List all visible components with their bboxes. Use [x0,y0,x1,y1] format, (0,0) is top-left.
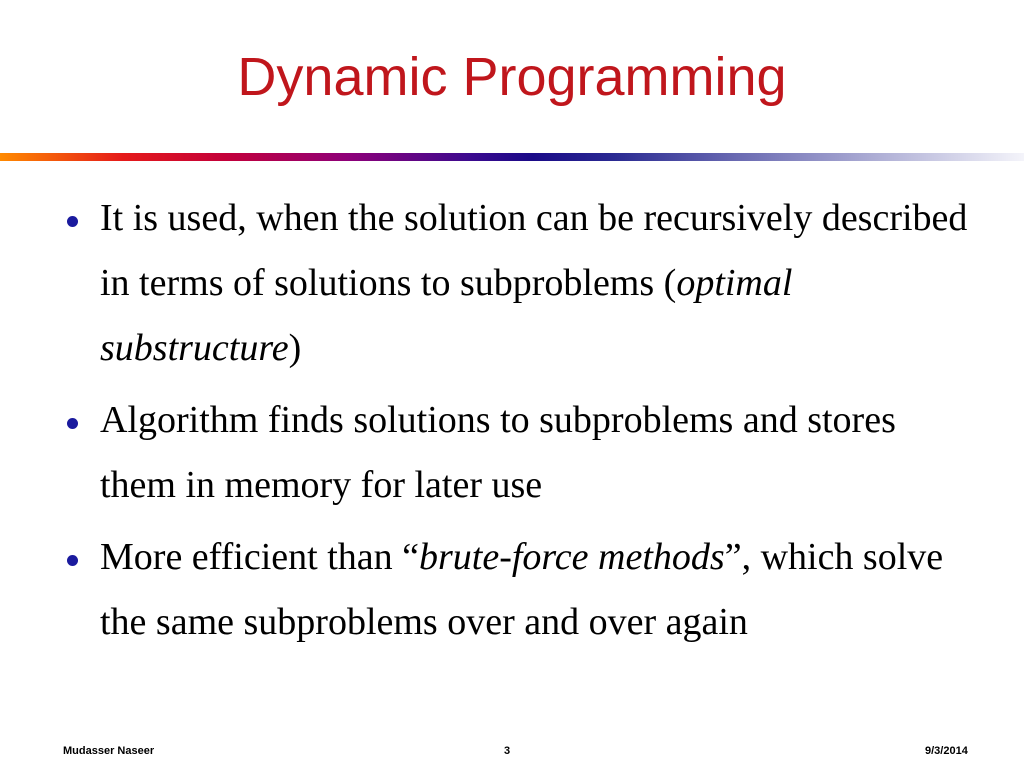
bullet-dot-icon [67,555,78,566]
bullet-emphasis: optimal substructure [100,262,793,369]
bullet-text: ) [288,327,302,369]
bullet-text: Algorithm finds solutions to subproblems and stores them in memory for later use [100,399,896,506]
footer-page-number: 3 [504,745,511,757]
bullet-text: More efficient than “ [100,536,419,578]
bullet-list [60,186,980,662]
footer-author: Mudasser Naseer [63,745,155,757]
title-divider [0,153,1024,161]
footer-date: 9/3/2014 [925,745,968,757]
bullet-text: It is used, when the solution can be recursively described in terms of solutions to subproblems ( [100,197,968,304]
bullet-emphasis: brute-force methods [419,536,725,578]
bullet-text: ”, which solve the same subproblems over and over again [100,536,944,643]
slide-title: Dynamic Programming [237,47,787,107]
bullet-item [60,388,980,518]
bullet-item [60,186,980,381]
bullet-dot-icon [67,418,78,429]
bullet-dot-icon [67,216,78,227]
bullet-item [60,525,980,655]
